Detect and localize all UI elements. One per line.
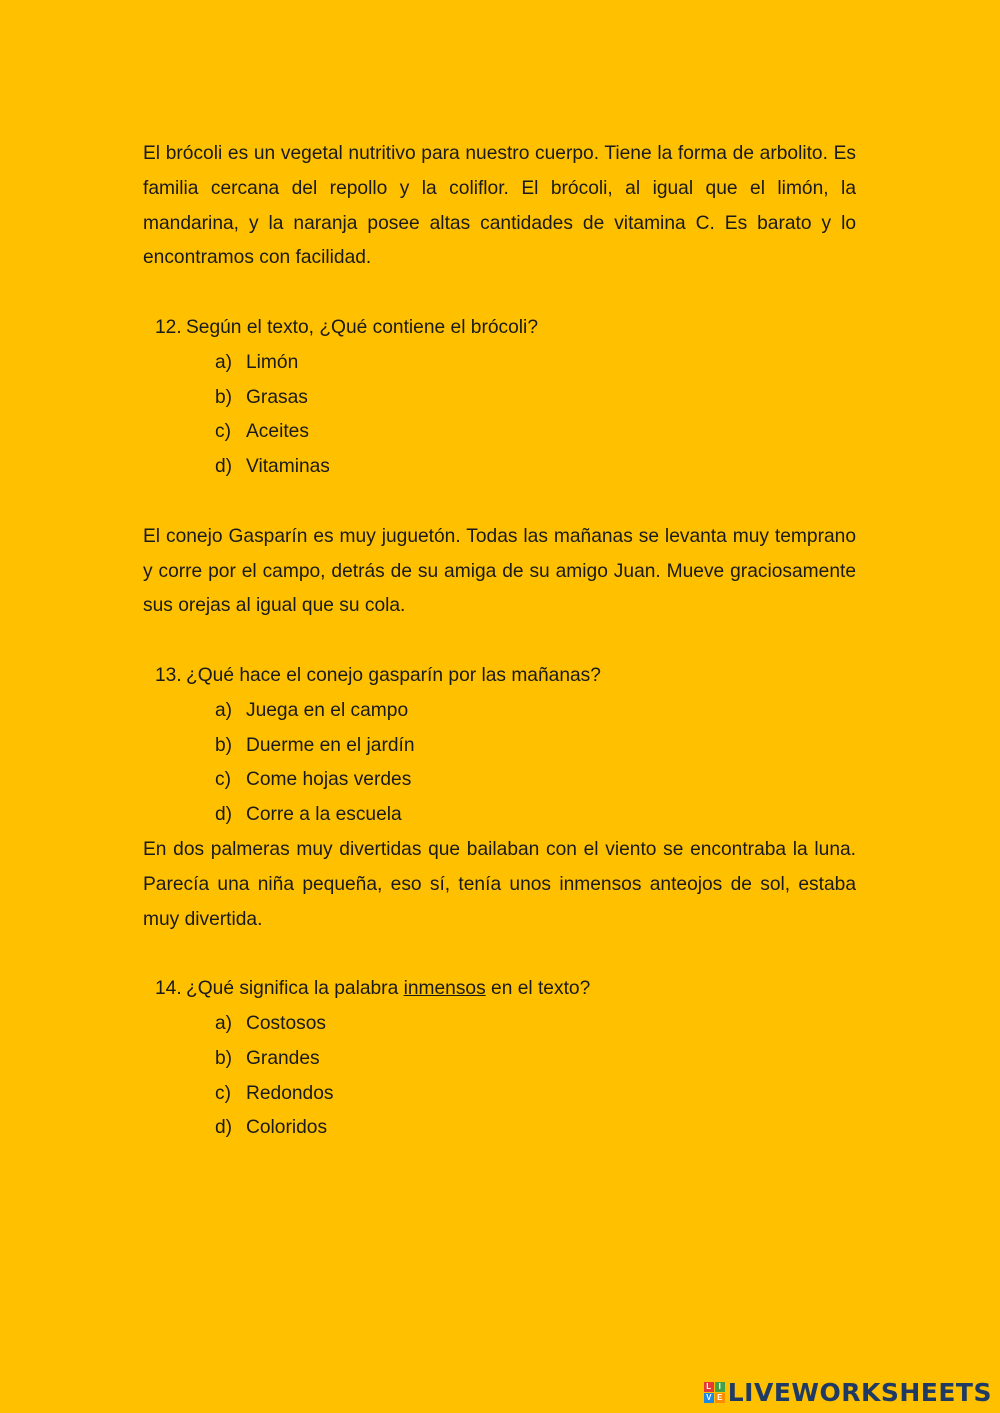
liveworksheets-logo-icon <box>704 1382 725 1403</box>
worksheet-content <box>143 137 856 1146</box>
option-b[interactable]: b) Duerme en el jardín <box>215 734 415 756</box>
option-c[interactable]: c) Redondos <box>215 1082 334 1104</box>
question-12 <box>143 311 856 485</box>
passage-conejo: El conejo Gasparín es muy juguetón. Todas las mañanas se levanta muy temprano y corre por el campo, detrás de su amiga de su amigo Juan. Mueve graciosamente sus orejas al igual que su cola. <box>143 525 856 617</box>
options-list <box>143 1007 856 1146</box>
option-b[interactable]: b) Grasas <box>215 386 308 408</box>
logo-letter: L <box>704 1382 714 1392</box>
question-14 <box>143 972 856 1146</box>
option-c[interactable]: c) Come hojas verdes <box>215 769 412 791</box>
option-b[interactable]: b) Grandes <box>215 1047 320 1069</box>
liveworksheets-brand[interactable] <box>704 1378 992 1407</box>
question-number: 13. <box>155 664 182 686</box>
option-a[interactable]: a) Limón <box>215 351 299 373</box>
question-text: ¿Qué hace el conejo gasparín por las mañanas? <box>186 664 601 686</box>
option-c[interactable]: c) Aceites <box>215 421 309 443</box>
question-13 <box>143 659 856 833</box>
option-d[interactable]: d) Vitaminas <box>215 456 330 478</box>
question-number: 14. <box>155 978 182 1000</box>
logo-letter: E <box>715 1393 725 1403</box>
question-text: Según el texto, ¿Qué contiene el brócoli? <box>186 316 538 338</box>
logo-letter: V <box>704 1393 714 1403</box>
options-list <box>143 346 856 485</box>
option-d[interactable]: d) Coloridos <box>215 1117 328 1139</box>
option-a[interactable]: a) Costosos <box>215 1012 326 1034</box>
options-list <box>143 694 856 833</box>
brand-name: LIVEWORKSHEETS <box>727 1378 992 1407</box>
option-a[interactable]: a) Juega en el campo <box>215 699 409 721</box>
question-text: ¿Qué significa la palabra inmensos en el texto? <box>186 978 591 1000</box>
passage-broccoli: El brócoli es un vegetal nutritivo para nuestro cuerpo. Tiene la forma de arbolito. Es familia cercana del repollo y la coliflor. El brócoli, al igual que el limón, la mandarina, y la naranja posee altas cantidades de vitamina C. Es barato y lo encontramos con facilidad. <box>143 143 856 269</box>
option-d[interactable]: d) Corre a la escuela <box>215 804 402 826</box>
passage-luna: En dos palmeras muy divertidas que bailaban con el viento se encontraba la luna. Parecía una niña pequeña, eso sí, tenía unos inmensos anteojos de sol, estaba muy divertida. <box>143 838 856 930</box>
underlined-word: inmensos <box>403 978 486 1000</box>
logo-letter: I <box>715 1382 725 1392</box>
question-number: 12. <box>155 316 182 338</box>
